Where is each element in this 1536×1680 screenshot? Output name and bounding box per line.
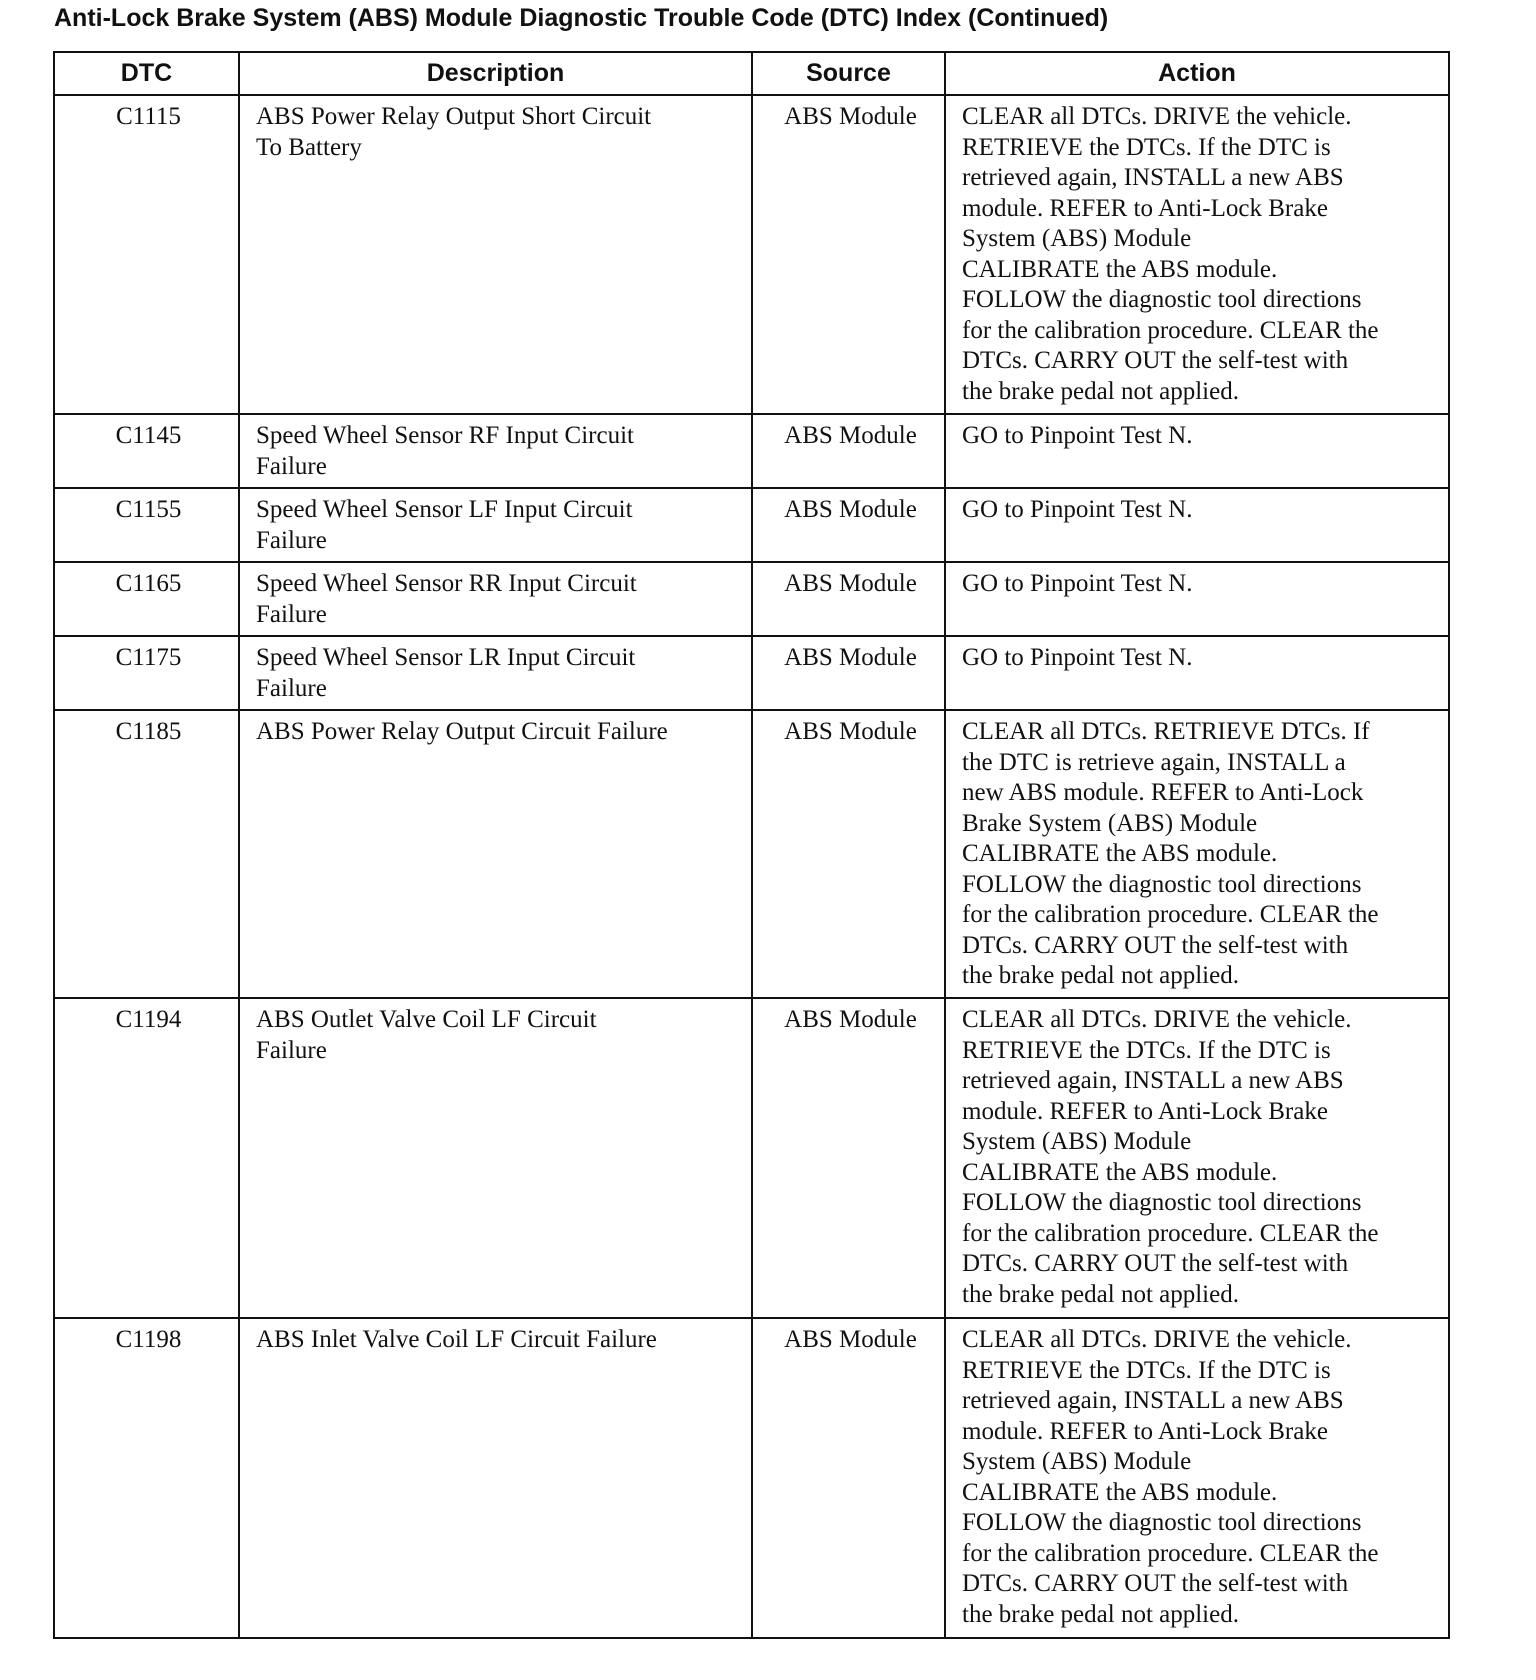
action-cell	[945, 998, 1449, 1318]
dtc-code-cell: C1155	[54, 488, 239, 562]
description-line: Failure	[256, 674, 327, 702]
action-line: GO to Pinpoint Test N.	[962, 496, 1193, 523]
description-line: Failure	[256, 526, 327, 554]
description-line: ABS Power Relay Output Circuit Failure	[256, 718, 668, 745]
action-line: System (ABS) Module	[962, 1128, 1192, 1155]
table-row	[54, 998, 1449, 1318]
dtc-code-cell: C1194	[54, 998, 239, 1318]
action-line: the brake pedal not applied.	[962, 1280, 1239, 1308]
action-line: new ABS module. REFER to Anti-Lock	[962, 779, 1364, 806]
action-cell	[945, 562, 1449, 636]
action-line: module. REFER to Anti-Lock Brake	[962, 1097, 1328, 1125]
description-cell	[239, 488, 752, 562]
action-line: RETRIEVE the DTCs. If the DTC is	[962, 133, 1331, 161]
action-line: module. REFER to Anti-Lock Brake	[962, 1417, 1328, 1445]
source-cell: ABS Module	[752, 414, 945, 488]
column-header-source: Source	[752, 52, 945, 95]
action-line: CLEAR all DTCs. DRIVE the vehicle.	[962, 103, 1352, 130]
action-line: DTCs. CARRY OUT the self-test with	[962, 931, 1349, 959]
action-line: the DTC is retrieve again, INSTALL a	[962, 748, 1346, 776]
table-row	[54, 95, 1449, 414]
action-line: GO to Pinpoint Test N.	[962, 422, 1193, 449]
action-line: for the calibration procedure. CLEAR the	[962, 316, 1379, 344]
column-header-action: Action	[945, 52, 1449, 95]
dtc-code-cell: C1175	[54, 636, 239, 710]
action-line: CLEAR all DTCs. DRIVE the vehicle.	[962, 1006, 1352, 1033]
action-line: for the calibration procedure. CLEAR the	[962, 1219, 1379, 1247]
action-line: DTCs. CARRY OUT the self-test with	[962, 1570, 1349, 1597]
action-line: FOLLOW the diagnostic tool directions	[962, 1509, 1362, 1536]
description-line: ABS Outlet Valve Coil LF Circuit	[256, 1006, 597, 1033]
header-row	[54, 52, 1449, 95]
dtc-code-cell: C1115	[54, 95, 239, 414]
description-cell	[239, 636, 752, 710]
action-line: GO to Pinpoint Test N.	[962, 644, 1193, 671]
action-line: CLEAR all DTCs. DRIVE the vehicle.	[962, 1326, 1352, 1353]
action-line: System (ABS) Module	[962, 225, 1192, 252]
table-body	[54, 95, 1449, 1638]
action-line: retrieved again, INSTALL a new ABS	[962, 1067, 1344, 1094]
action-line: retrieved again, INSTALL a new ABS	[962, 164, 1344, 191]
dtc-code-cell: C1185	[54, 710, 239, 998]
dtc-code-cell: C1145	[54, 414, 239, 488]
description-cell	[239, 95, 752, 414]
description-cell	[239, 414, 752, 488]
action-line: Brake System (ABS) Module	[962, 809, 1258, 837]
action-cell	[945, 1318, 1449, 1638]
table-row	[54, 636, 1449, 710]
action-line: FOLLOW the diagnostic tool directions	[962, 870, 1362, 898]
action-line: FOLLOW the diagnostic tool directions	[962, 286, 1362, 313]
dtc-code-cell: C1165	[54, 562, 239, 636]
dtc-code-cell: C1198	[54, 1318, 239, 1638]
description-line: Speed Wheel Sensor RR Input Circuit	[256, 570, 637, 597]
action-line: the brake pedal not applied.	[962, 962, 1239, 989]
description-line: To Battery	[256, 133, 362, 161]
description-line: ABS Inlet Valve Coil LF Circuit Failure	[256, 1326, 657, 1353]
page-title: Anti-Lock Brake System (ABS) Module Diagnostic Trouble Code (DTC) Index (Continued)	[54, 4, 1109, 32]
description-line: Failure	[256, 600, 327, 628]
description-cell	[239, 998, 752, 1318]
source-cell: ABS Module	[752, 998, 945, 1318]
description-line: Speed Wheel Sensor RF Input Circuit	[256, 422, 634, 449]
column-header-dtc: DTC	[54, 52, 239, 95]
table-row	[54, 710, 1449, 998]
action-line: DTCs. CARRY OUT the self-test with	[962, 347, 1349, 374]
action-cell	[945, 95, 1449, 414]
description-line: Speed Wheel Sensor LR Input Circuit	[256, 644, 636, 671]
action-line: GO to Pinpoint Test N.	[962, 570, 1193, 597]
description-cell	[239, 710, 752, 998]
action-cell	[945, 414, 1449, 488]
action-line: for the calibration procedure. CLEAR the	[962, 1539, 1379, 1567]
action-line: CALIBRATE the ABS module.	[962, 840, 1278, 867]
dtc-index-table	[53, 51, 1450, 1639]
action-line: RETRIEVE the DTCs. If the DTC is	[962, 1356, 1331, 1384]
description-cell	[239, 1318, 752, 1638]
description-line: Speed Wheel Sensor LF Input Circuit	[256, 496, 633, 523]
action-line: System (ABS) Module	[962, 1448, 1192, 1475]
column-header-description: Description	[239, 52, 752, 95]
action-line: for the calibration procedure. CLEAR the	[962, 901, 1379, 928]
action-line: the brake pedal not applied.	[962, 377, 1239, 405]
action-line: CALIBRATE the ABS module.	[962, 1158, 1278, 1186]
action-line: FOLLOW the diagnostic tool directions	[962, 1189, 1362, 1216]
action-line: DTCs. CARRY OUT the self-test with	[962, 1250, 1349, 1277]
description-line: ABS Power Relay Output Short Circuit	[256, 103, 652, 130]
action-line: RETRIEVE the DTCs. If the DTC is	[962, 1036, 1331, 1064]
source-cell: ABS Module	[752, 710, 945, 998]
action-cell	[945, 488, 1449, 562]
description-cell	[239, 562, 752, 636]
description-line: Failure	[256, 1036, 327, 1064]
action-line: CALIBRATE the ABS module.	[962, 1478, 1278, 1506]
table-row	[54, 488, 1449, 562]
action-line: retrieved again, INSTALL a new ABS	[962, 1387, 1344, 1414]
action-cell	[945, 636, 1449, 710]
source-cell: ABS Module	[752, 562, 945, 636]
description-line: Failure	[256, 452, 327, 480]
action-line: module. REFER to Anti-Lock Brake	[962, 194, 1328, 222]
action-line: the brake pedal not applied.	[962, 1600, 1239, 1628]
source-cell: ABS Module	[752, 636, 945, 710]
table-row	[54, 1318, 1449, 1638]
table-row	[54, 562, 1449, 636]
source-cell: ABS Module	[752, 488, 945, 562]
action-cell	[945, 710, 1449, 998]
action-line: CLEAR all DTCs. RETRIEVE DTCs. If	[962, 718, 1370, 745]
source-cell: ABS Module	[752, 1318, 945, 1638]
action-line: CALIBRATE the ABS module.	[962, 255, 1278, 283]
source-cell: ABS Module	[752, 95, 945, 414]
table-row	[54, 414, 1449, 488]
